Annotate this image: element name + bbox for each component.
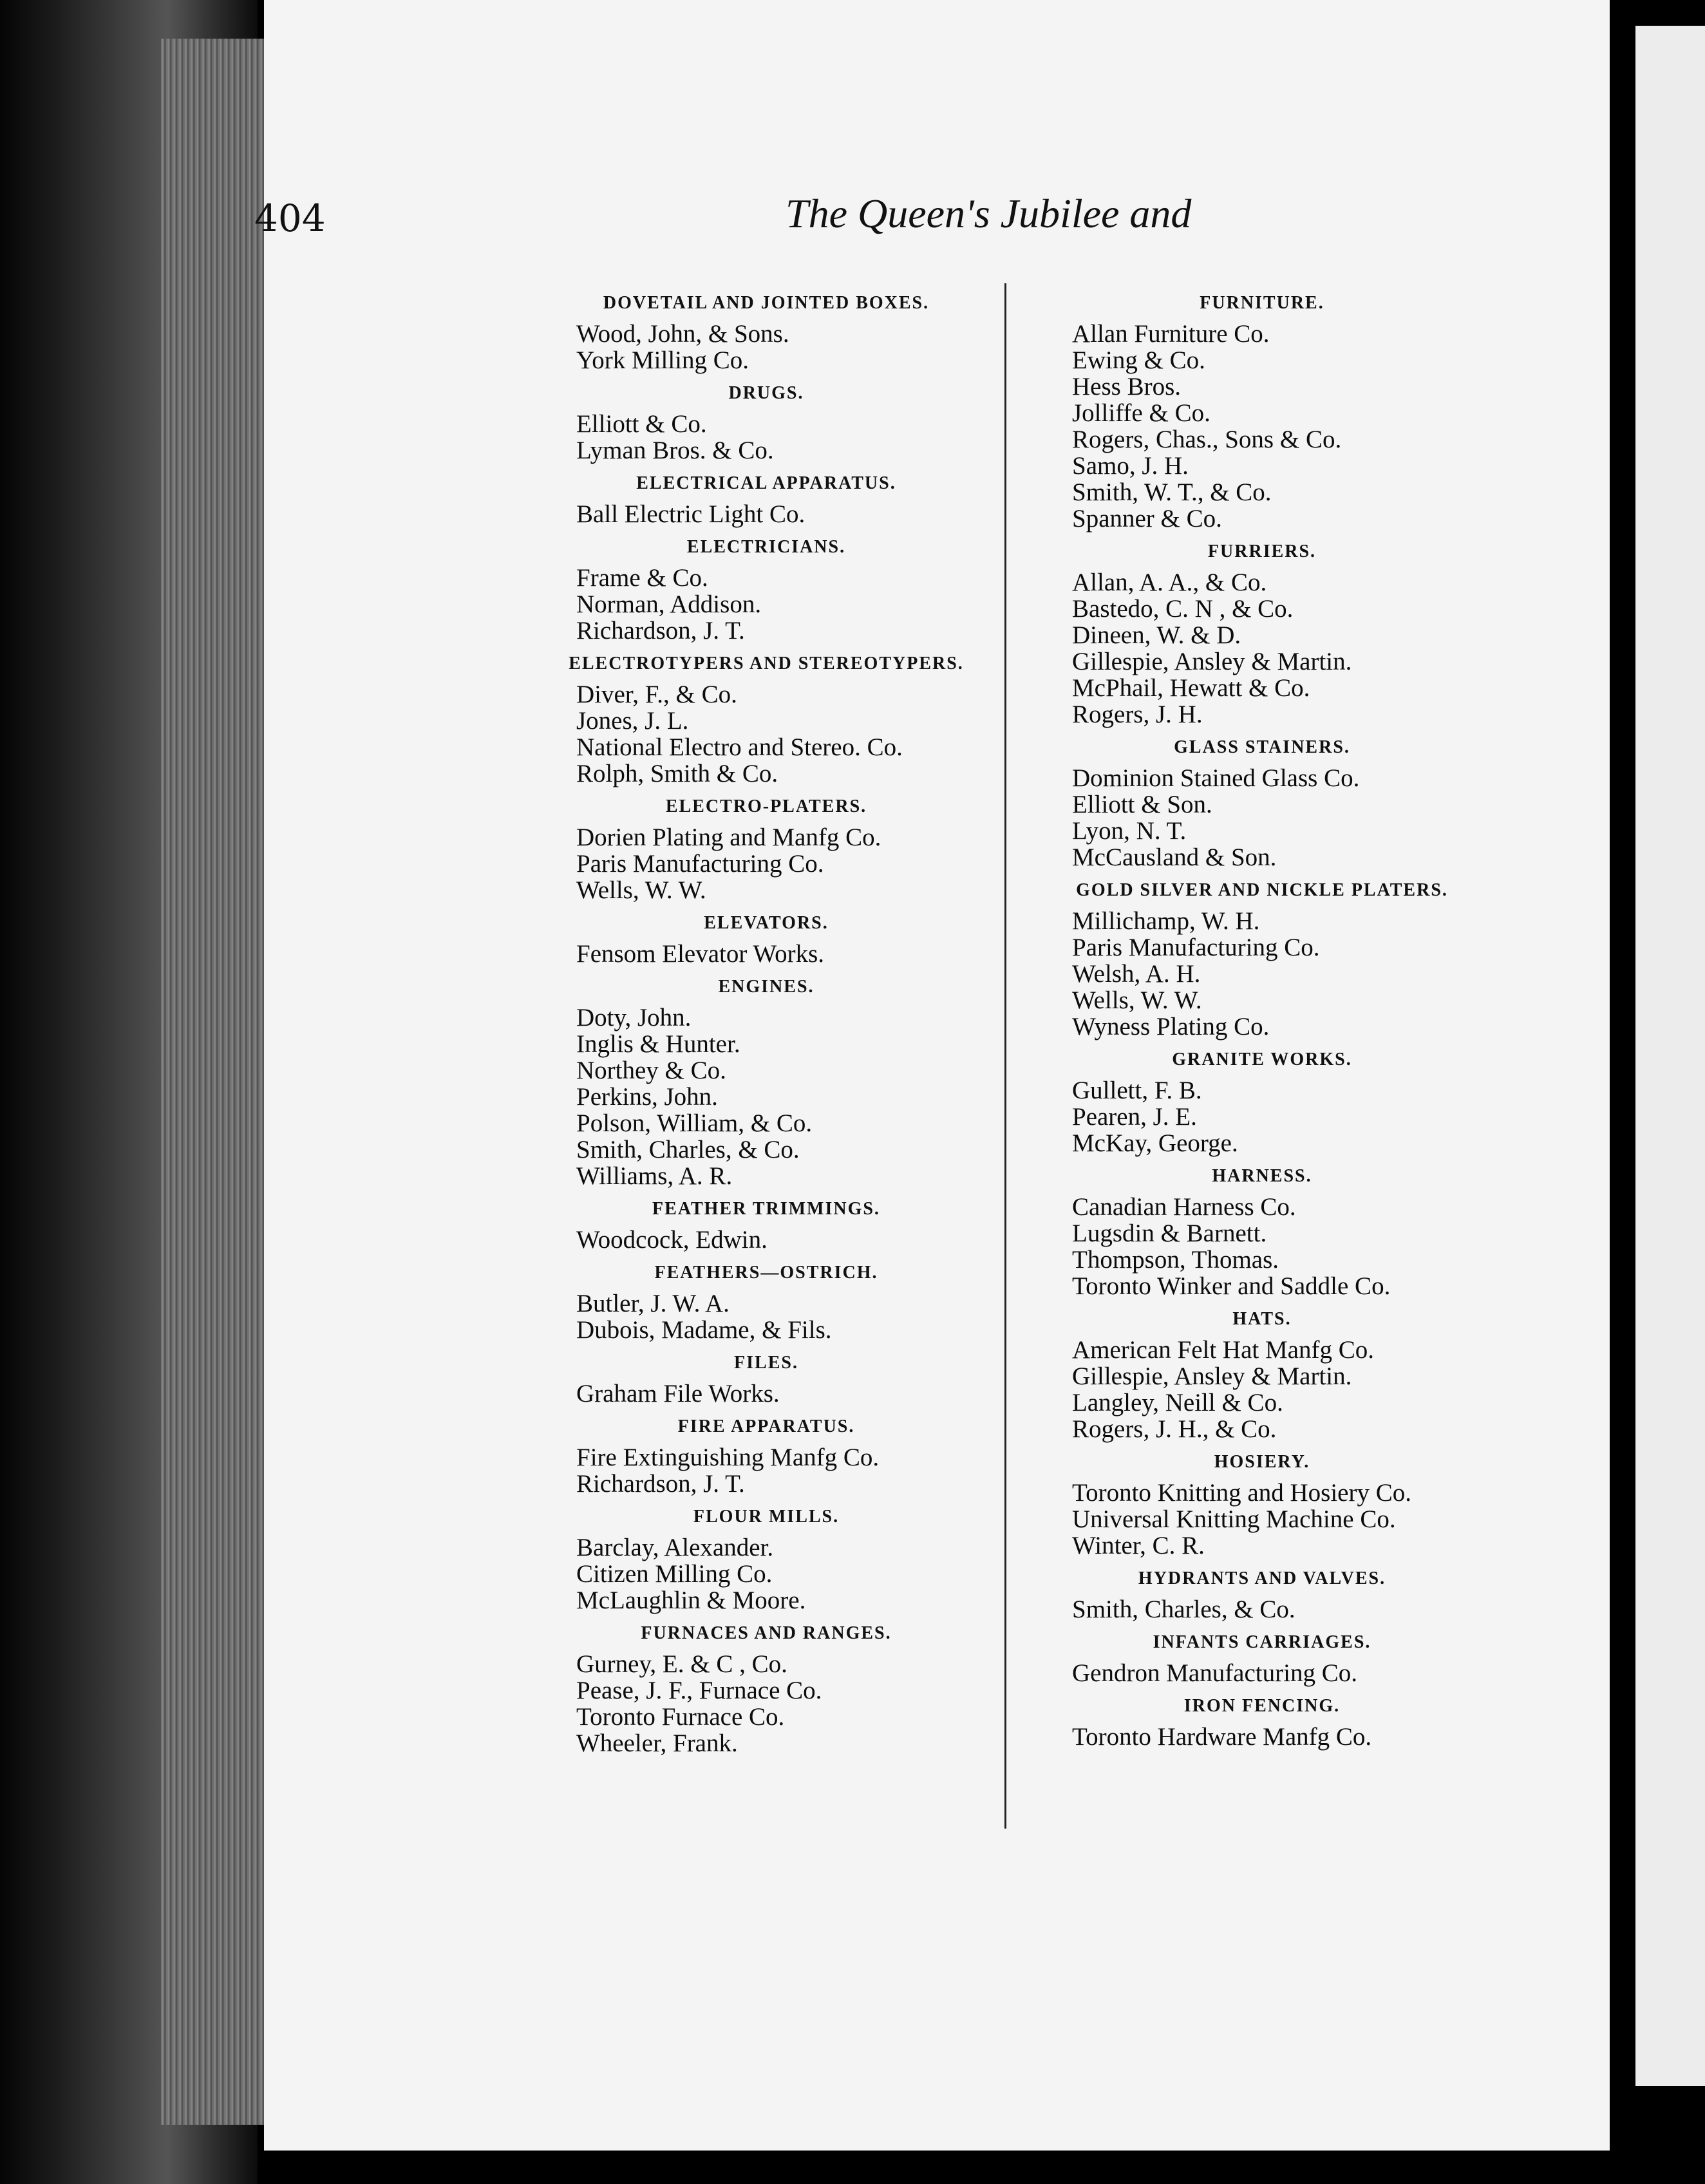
directory-entry: Jones, J. L. bbox=[576, 707, 689, 735]
directory-entry: Elliott & Son. bbox=[1072, 791, 1212, 818]
section-heading: FILES. bbox=[734, 1353, 798, 1373]
section-heading: FEATHERS—OSTRICH. bbox=[654, 1263, 878, 1283]
directory-entry: Gillespie, Ansley & Martin. bbox=[1072, 1362, 1352, 1390]
directory-entry: Smith, W. T., & Co. bbox=[1072, 478, 1272, 506]
directory-entry: Smith, Charles, & Co. bbox=[1072, 1596, 1295, 1623]
section-heading: DOVETAIL AND JOINTED BOXES. bbox=[603, 293, 930, 313]
directory-entry: Canadian Harness Co. bbox=[1072, 1193, 1296, 1221]
directory-entry: Elliott & Co. bbox=[576, 410, 707, 438]
section-heading: FLOUR MILLS. bbox=[693, 1507, 840, 1527]
section-heading: FURNITURE. bbox=[1200, 293, 1324, 313]
directory-entry: Dominion Stained Glass Co. bbox=[1072, 764, 1360, 792]
directory-entry: McPhail, Hewatt & Co. bbox=[1072, 674, 1310, 702]
directory-entry: Hess Bros. bbox=[1072, 373, 1182, 400]
directory-entry: Perkins, John. bbox=[576, 1083, 718, 1111]
directory-entry: American Felt Hat Manfg Co. bbox=[1072, 1336, 1374, 1364]
directory-entry: Graham File Works. bbox=[576, 1380, 780, 1407]
directory-entry: Winter, C. R. bbox=[1072, 1532, 1205, 1559]
directory-entry: Lugsdin & Barnett. bbox=[1072, 1219, 1267, 1247]
running-head: The Queen's Jubilee and bbox=[786, 191, 1192, 236]
directory-section bbox=[1030, 1632, 1494, 1686]
section-heading: FEATHER TRIMMINGS. bbox=[652, 1199, 880, 1219]
directory-entry: Fire Extinguishing Manfg Co. bbox=[576, 1444, 880, 1471]
directory-entry: Gendron Manufacturing Co. bbox=[1072, 1659, 1357, 1687]
directory-entry: McCausland & Son. bbox=[1072, 843, 1277, 871]
directory-entry: Toronto Hardware Manfg Co. bbox=[1072, 1723, 1372, 1751]
right-column bbox=[1030, 283, 1494, 1756]
section-heading: GRANITE WORKS. bbox=[1172, 1050, 1352, 1069]
section-heading: ELECTROTYPERS AND STEREOTYPERS. bbox=[569, 654, 964, 673]
directory-entry: Wood, John, & Sons. bbox=[576, 320, 789, 348]
directory-entry: Northey & Co. bbox=[576, 1057, 726, 1084]
directory-entry: Inglis & Hunter. bbox=[576, 1030, 740, 1058]
directory-section bbox=[534, 473, 998, 527]
page-gutter bbox=[1610, 0, 1635, 2184]
directory-entry: Pease, J. F., Furnace Co. bbox=[576, 1677, 822, 1704]
directory-entry: Polson, William, & Co. bbox=[576, 1109, 813, 1137]
directory-section bbox=[1030, 1695, 1494, 1750]
directory-entry: Doty, John. bbox=[576, 1004, 692, 1031]
directory-section bbox=[534, 536, 998, 644]
section-heading: HATS. bbox=[1232, 1309, 1292, 1329]
directory-entry: Barclay, Alexander. bbox=[576, 1534, 774, 1561]
directory-entry: Millichamp, W. H. bbox=[1072, 907, 1260, 935]
section-heading: HOSIERY. bbox=[1214, 1452, 1310, 1472]
directory-entry: Paris Manufacturing Co. bbox=[1072, 934, 1320, 961]
directory-entry: Richardson, J. T. bbox=[576, 1470, 745, 1498]
facing-page-edge bbox=[1635, 26, 1705, 2086]
directory-section bbox=[1030, 1568, 1494, 1623]
directory-entry: Thompson, Thomas. bbox=[1072, 1246, 1279, 1274]
section-heading: ELEVATORS. bbox=[704, 913, 829, 933]
directory-section bbox=[534, 796, 998, 903]
directory-entry: Dubois, Madame, & Fils. bbox=[576, 1316, 832, 1344]
directory-entry: Bastedo, C. N , & Co. bbox=[1072, 595, 1294, 623]
section-heading: ELECTRICIANS. bbox=[686, 537, 846, 557]
directory-entry: Toronto Knitting and Hosiery Co. bbox=[1072, 1479, 1411, 1507]
page-edges bbox=[161, 39, 264, 2125]
column-divider bbox=[1004, 283, 1006, 1829]
directory-entry: McLaughlin & Moore. bbox=[576, 1586, 806, 1614]
section-heading: ELECTRICAL APPARATUS. bbox=[636, 473, 896, 493]
section-heading: ENGINES. bbox=[718, 977, 815, 997]
directory-entry: Wells, W. W. bbox=[1072, 986, 1202, 1014]
directory-section bbox=[1030, 1308, 1494, 1442]
section-heading: HYDRANTS AND VALVES. bbox=[1138, 1568, 1386, 1588]
directory-section bbox=[534, 1416, 998, 1497]
directory-entry: Wells, W. W. bbox=[576, 876, 706, 904]
directory-entry: Ewing & Co. bbox=[1072, 346, 1205, 374]
directory-entry: Toronto Winker and Saddle Co. bbox=[1072, 1272, 1391, 1300]
directory-entry: Rolph, Smith & Co. bbox=[576, 760, 778, 787]
directory-section bbox=[534, 1506, 998, 1614]
section-heading: FIRE APPARATUS. bbox=[677, 1417, 855, 1436]
directory-section bbox=[534, 653, 998, 787]
directory-section bbox=[1030, 880, 1494, 1040]
directory-entry: Allan, A. A., & Co. bbox=[1072, 569, 1267, 596]
directory-entry: Jolliffe & Co. bbox=[1072, 399, 1210, 427]
directory-entry: York Milling Co. bbox=[576, 346, 749, 374]
page-number: 404 bbox=[254, 196, 326, 240]
directory-entry: Gurney, E. & C , Co. bbox=[576, 1650, 787, 1678]
directory-entry: Rogers, J. H. bbox=[1072, 701, 1203, 728]
section-heading: IRON FENCING. bbox=[1183, 1696, 1341, 1716]
directory-section bbox=[1030, 541, 1494, 728]
section-heading: FURNACES AND RANGES. bbox=[641, 1623, 892, 1643]
directory-section bbox=[1030, 1049, 1494, 1156]
section-heading: HARNESS. bbox=[1212, 1166, 1312, 1186]
directory-entry: Spanner & Co. bbox=[1072, 505, 1222, 532]
directory-section bbox=[534, 382, 998, 464]
directory-entry: Woodcock, Edwin. bbox=[576, 1226, 768, 1254]
directory-entry: Richardson, J. T. bbox=[576, 617, 745, 645]
directory-section bbox=[534, 1262, 998, 1343]
section-heading: INFANTS CARRIAGES. bbox=[1153, 1632, 1371, 1652]
directory-entry: Diver, F., & Co. bbox=[576, 681, 737, 708]
section-heading: GLASS STAINERS. bbox=[1174, 737, 1350, 757]
directory-entry: Dineen, W. & D. bbox=[1072, 621, 1241, 649]
directory-section bbox=[1030, 292, 1494, 532]
directory-section bbox=[534, 1352, 998, 1407]
section-heading: FURRIERS. bbox=[1207, 541, 1317, 561]
directory-entry: Frame & Co. bbox=[576, 564, 708, 592]
directory-entry: Toronto Furnace Co. bbox=[576, 1703, 785, 1731]
directory-entry: Citizen Milling Co. bbox=[576, 1560, 773, 1588]
directory-entry: Rogers, J. H., & Co. bbox=[1072, 1415, 1277, 1443]
directory-entry: Gillespie, Ansley & Martin. bbox=[1072, 648, 1352, 675]
directory-section bbox=[534, 976, 998, 1189]
directory-entry: Smith, Charles, & Co. bbox=[576, 1136, 800, 1163]
directory-entry: Ball Electric Light Co. bbox=[576, 500, 805, 528]
directory-section bbox=[1030, 1451, 1494, 1559]
directory-entry: Lyon, N. T. bbox=[1072, 817, 1187, 845]
directory-entry: McKay, George. bbox=[1072, 1129, 1238, 1157]
directory-entry: Welsh, A. H. bbox=[1072, 960, 1201, 988]
directory-section bbox=[534, 292, 998, 373]
directory-entry: Wheeler, Frank. bbox=[576, 1729, 738, 1757]
directory-section bbox=[534, 912, 998, 967]
directory-entry: Norman, Addison. bbox=[576, 590, 762, 618]
section-heading: GOLD SILVER AND NICKLE PLATERS. bbox=[1076, 880, 1448, 900]
directory-entry: Langley, Neill & Co. bbox=[1072, 1389, 1283, 1417]
directory-entry: Lyman Bros. & Co. bbox=[576, 437, 774, 464]
directory-entry: Dorien Plating and Manfg Co. bbox=[576, 824, 881, 851]
directory-entry: Fensom Elevator Works. bbox=[576, 940, 825, 968]
directory-entry: Williams, A. R. bbox=[576, 1162, 733, 1190]
directory-entry: Pearen, J. E. bbox=[1072, 1103, 1197, 1131]
directory-section bbox=[534, 1623, 998, 1756]
directory-entry: Wyness Plating Co. bbox=[1072, 1013, 1270, 1040]
directory-entry: Samo, J. H. bbox=[1072, 452, 1189, 480]
directory-section bbox=[1030, 737, 1494, 871]
section-heading: DRUGS. bbox=[728, 383, 804, 403]
left-column bbox=[534, 283, 998, 1763]
directory-entry: National Electro and Stereo. Co. bbox=[576, 733, 903, 761]
directory-entry: Rogers, Chas., Sons & Co. bbox=[1072, 426, 1342, 453]
directory-entry: Universal Knitting Machine Co. bbox=[1072, 1505, 1396, 1533]
directory-entry: Paris Manufacturing Co. bbox=[576, 850, 824, 878]
directory-entry: Allan Furniture Co. bbox=[1072, 320, 1270, 348]
directory-section bbox=[1030, 1165, 1494, 1299]
section-heading: ELECTRO-PLATERS. bbox=[665, 796, 867, 816]
directory-entry: Gullett, F. B. bbox=[1072, 1077, 1202, 1104]
directory-section bbox=[534, 1198, 998, 1253]
directory-entry: Butler, J. W. A. bbox=[576, 1290, 730, 1317]
